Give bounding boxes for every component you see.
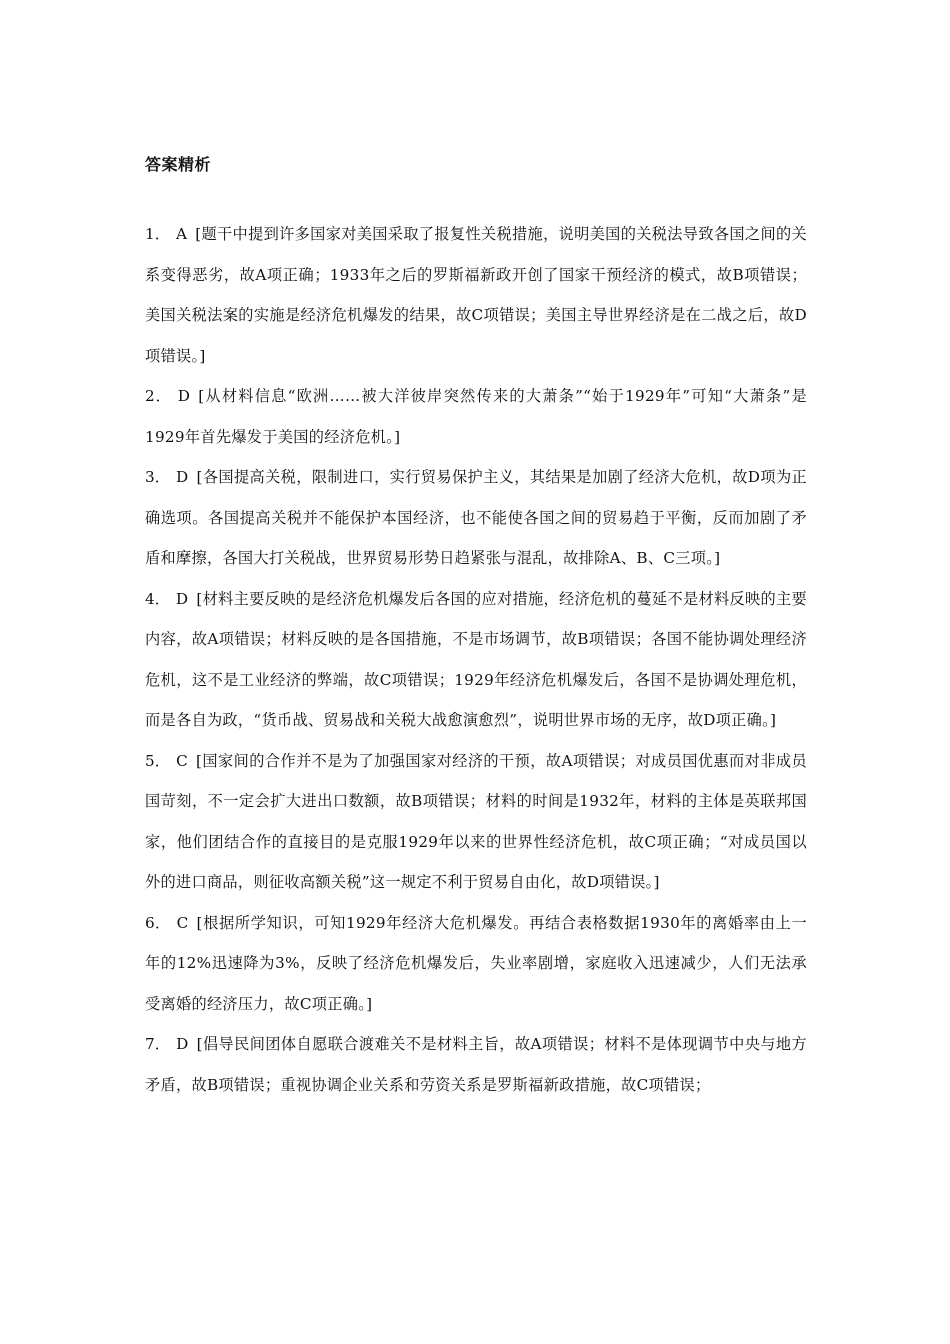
answer-explanation: [材料主要反映的是经济危机爆发后各国的应对措施，经济危机的蔓延不是材料反映的主要内容，故A项错误；材料反映的是各国措施，不是市场调节，故B项错误；各国不能协调处理经济危机，这不是工业经济的弊端，故C项错误；1929年经济危机爆发后，各国不是协调处理危机，而是各自为政，“货币战、贸易战和关税大战愈演愈烈”，说明世界市场的无序，故D项正确。] <box>145 589 807 729</box>
answer-number: 1． <box>145 225 170 243</box>
answer-number: 4． <box>145 589 170 608</box>
answer-number: 5． <box>145 751 171 770</box>
answer-explanation: [倡导民间团体自愿联合渡难关不是材料主旨，故A项错误；材料不是体现调节中央与地方矛盾，故B项错误；重视协调企业关系和劳资关系是罗斯福新政措施，故C项错误； <box>145 1035 807 1094</box>
answer-number: 6． <box>145 913 171 932</box>
answer-explanation: [题干中提到许多国家对美国采取了报复性关税措施，说明美国的关税法导致各国之间的关系变得恶劣，故A项正确；1933年之后的罗斯福新政开创了国家干预经济的模式，故B项错误；美国关税法案的实施是经济危机爆发的结果，故C项错误；美国主导世界经济是在二战之后，故D项错误。] <box>145 225 807 365</box>
answer-choice: C <box>176 913 189 932</box>
answer-choice: D <box>175 589 189 608</box>
answer-explanation: [根据所学知识，可知1929年经济大危机爆发。再结合表格数据1930年的离婚率由上一年的12%迅速降为3%，反映了经济危机爆发后，失业率剧增，家庭收入迅速减少，人们无法承受离婚的经济压力，故C项正确。] <box>145 913 807 1013</box>
answer-explanation: [从材料信息“欧洲……被大洋彼岸突然传来的大萧条”“始于1929年”可知“大萧条”是1929年首先爆发于美国的经济危机。] <box>145 387 807 446</box>
answer-explanation: [各国提高关税，限制进口，实行贸易保护主义，其结果是加剧了经济大危机，故D项为正确选项。各国提高关税并不能保护本国经济，也不能使各国之间的贸易趋于平衡，反而加剧了矛盾和摩擦，各国大打关税战，世界贸易形势日趋紧张与混乱，故排除A、B、C三项。] <box>145 468 807 567</box>
answer-choice: D <box>176 1035 189 1053</box>
document-page <box>145 0 807 1344</box>
answer-choice: C <box>176 751 189 770</box>
answer-item-4 <box>145 579 807 741</box>
answer-choice: A <box>175 225 188 243</box>
answer-number: 7． <box>145 1035 171 1053</box>
answer-item-1 <box>145 214 807 376</box>
answer-item-7 <box>145 1024 807 1105</box>
answer-item-5 <box>145 741 807 903</box>
section-heading: 答案精析 <box>145 155 212 174</box>
answer-item-6 <box>145 903 807 1025</box>
answer-explanation: [国家间的合作并不是为了加强国家对经济的干预，故A项错误；对成员国优惠而对非成员国苛刻，不一定会扩大进出口数额，故B项错误；材料的时间是1932年，材料的主体是英联邦国家，他们团结合作的直接目的是克服1929年以来的世界性经济危机，故C项正确；“对成员国以外的进口商品，则征收高额关税”这一规定不利于贸易自由化，故D项错误。] <box>145 751 807 891</box>
answer-list <box>145 214 807 1105</box>
answer-item-2 <box>145 376 807 457</box>
answer-choice: D <box>176 468 189 486</box>
answer-number: 2． <box>145 387 172 405</box>
answer-item-3 <box>145 457 807 579</box>
answer-choice: D <box>177 387 191 405</box>
answer-number: 3． <box>145 468 171 486</box>
